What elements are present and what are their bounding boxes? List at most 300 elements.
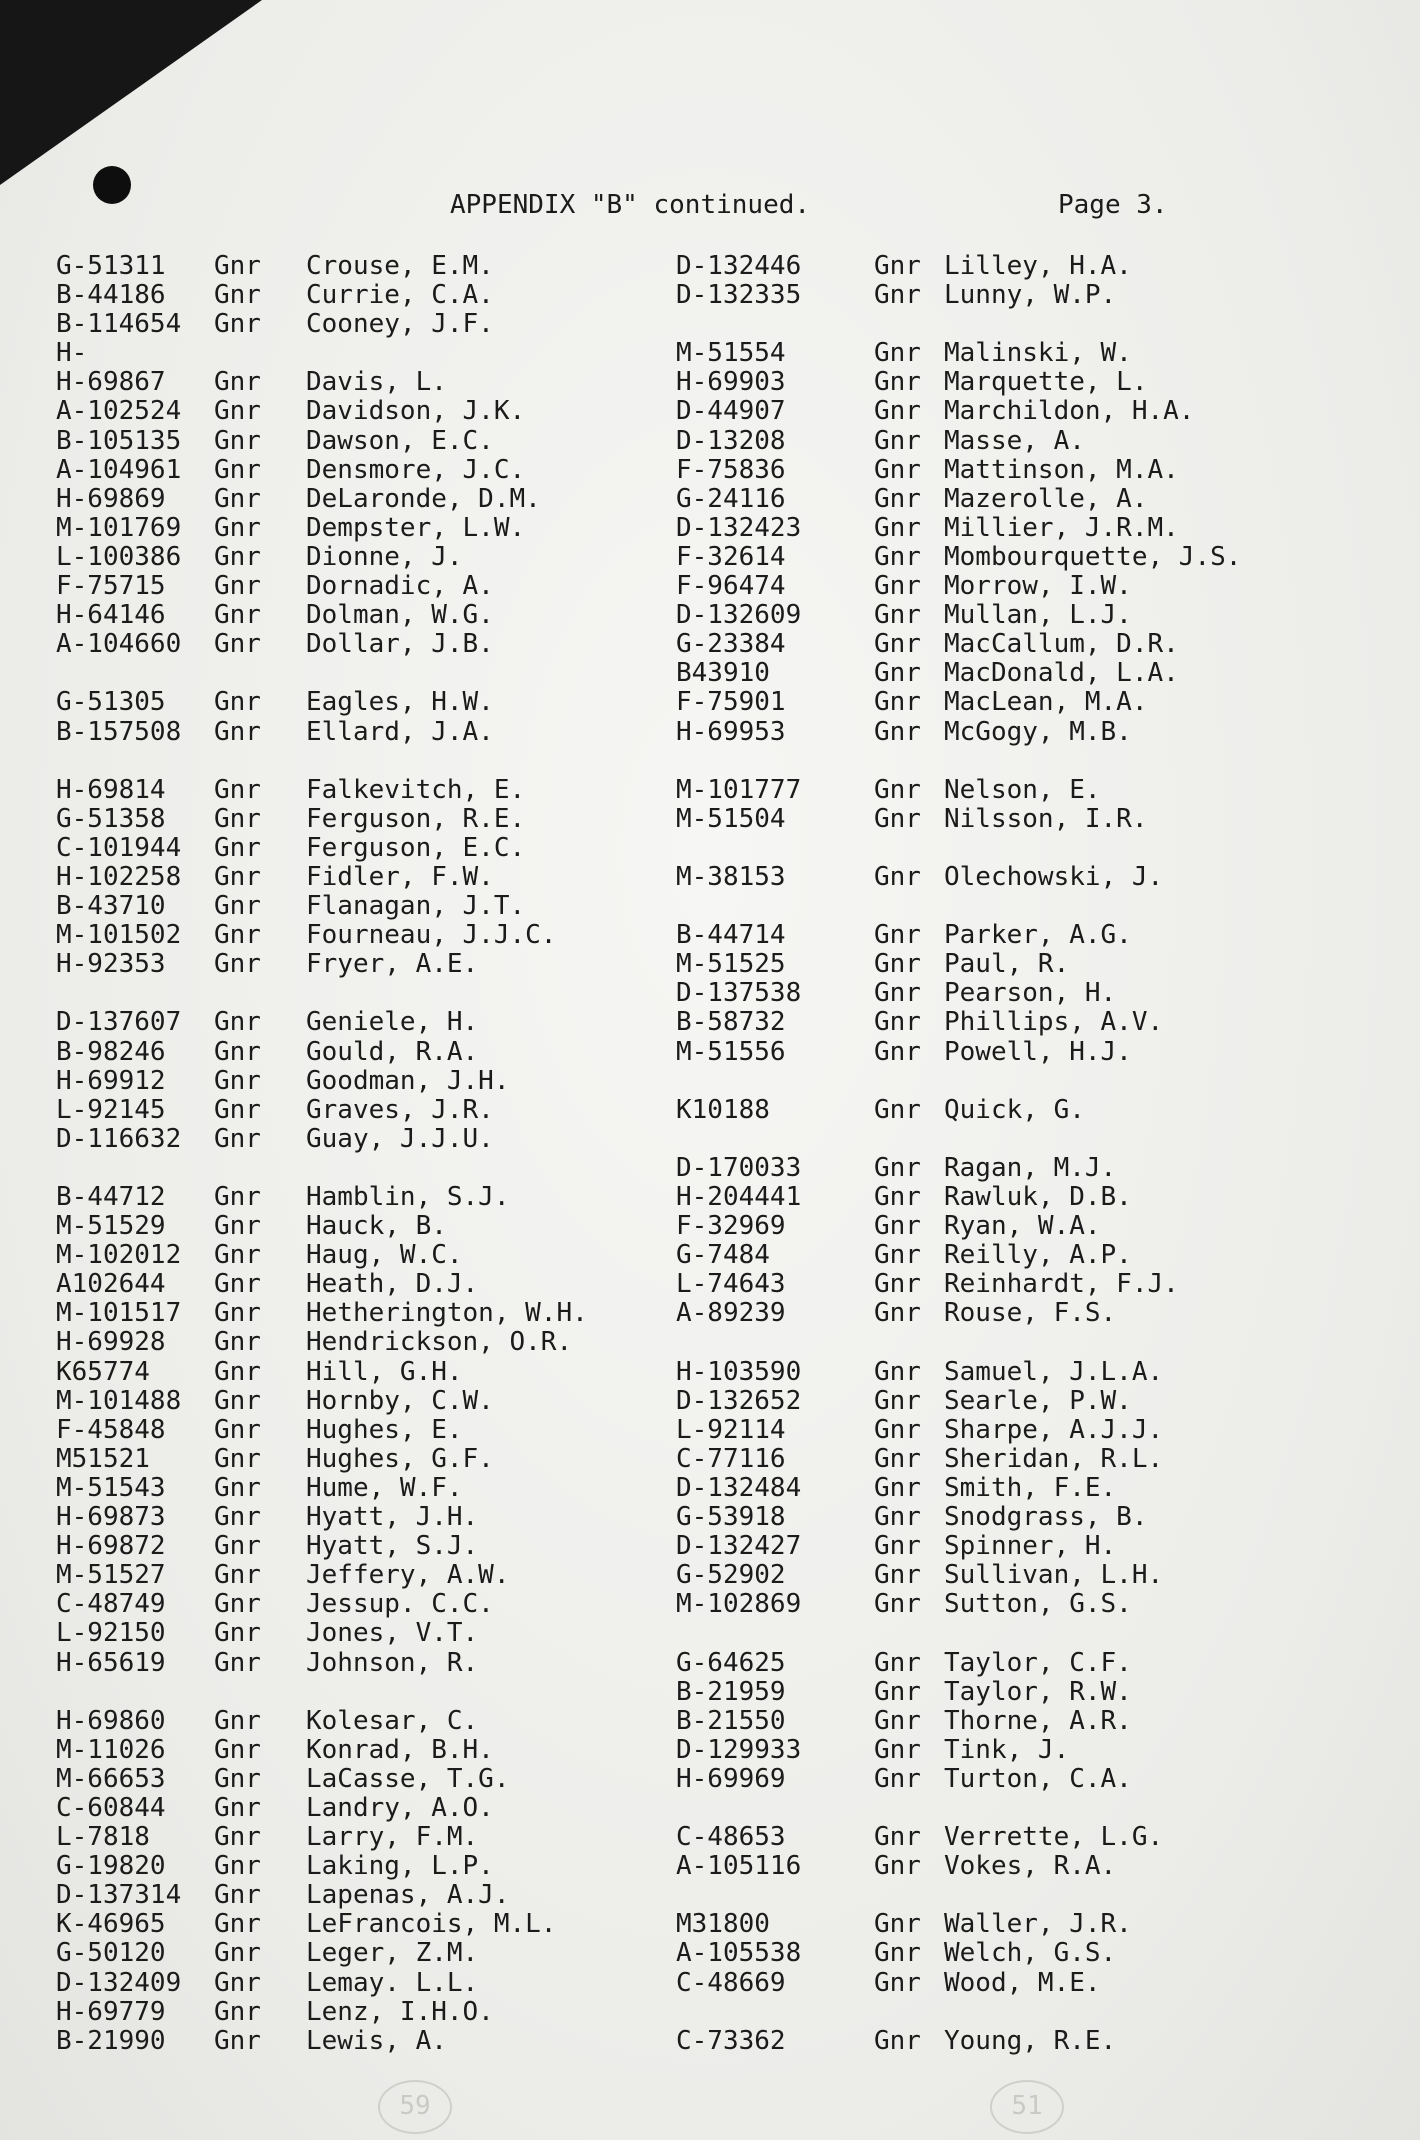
soldier-name: Paul, R. xyxy=(944,949,1070,980)
soldier-name: Fourneau, J.J.C. xyxy=(306,920,557,951)
soldier-name: Flanagan, J.T. xyxy=(306,891,526,922)
service-number: M-51554 xyxy=(676,338,786,369)
service-number: B-21990 xyxy=(56,2025,166,2056)
roster-row xyxy=(676,397,1316,426)
service-number: M-51504 xyxy=(676,803,786,834)
rank: Gnr xyxy=(214,1094,261,1125)
service-number: G-23384 xyxy=(676,629,786,660)
soldier-name: Marchildon, H.A. xyxy=(944,396,1195,427)
soldier-name: Thorne, A.R. xyxy=(944,1705,1132,1736)
roster-row xyxy=(676,950,1316,979)
soldier-name: Pearson, H. xyxy=(944,978,1117,1009)
service-number: F-45848 xyxy=(56,1414,166,1445)
service-number: H-92353 xyxy=(56,949,166,980)
roster-row xyxy=(56,1299,696,1328)
roster-row xyxy=(56,630,696,659)
service-number: H-204441 xyxy=(676,1182,802,1212)
service-number: G-51305 xyxy=(56,687,166,718)
rank: Gnr xyxy=(214,1007,261,1038)
roster-row xyxy=(56,281,696,310)
soldier-name: Dempster, L.W. xyxy=(306,512,526,543)
soldier-name: Mattinson, M.A. xyxy=(944,454,1179,485)
soldier-name: Hendrickson, O.R. xyxy=(306,1327,573,1358)
soldier-name: Konrad, B.H. xyxy=(306,1734,494,1765)
rank: Gnr xyxy=(214,1502,261,1533)
service-number: M-101517 xyxy=(56,1298,182,1329)
service-number: D-13208 xyxy=(676,425,786,456)
rank: Gnr xyxy=(214,861,261,892)
service-number: A-104961 xyxy=(56,454,182,485)
roster-row xyxy=(676,1038,1316,1067)
soldier-name: Sheridan, R.L. xyxy=(944,1443,1164,1474)
soldier-name: Hughes, G.F. xyxy=(306,1443,494,1474)
service-number: G-7484 xyxy=(676,1240,770,1271)
roster-row xyxy=(676,543,1316,572)
rank: Gnr xyxy=(874,1822,921,1853)
soldier-name: Hyatt, J.H. xyxy=(306,1502,479,1533)
service-number: M-101769 xyxy=(56,512,182,543)
soldier-name: Lemay. L.L. xyxy=(306,1967,479,1998)
roster-row xyxy=(676,1299,1316,1328)
service-number: H-69928 xyxy=(56,1327,166,1358)
roster-row xyxy=(56,805,696,834)
service-number: F-32614 xyxy=(676,541,786,572)
service-number: M-51556 xyxy=(676,1036,786,1067)
appendix-title: APPENDIX "B" continued. xyxy=(450,190,811,220)
service-number: H-69953 xyxy=(676,716,786,747)
rank: Gnr xyxy=(214,832,261,863)
rank: Gnr xyxy=(214,1065,261,1096)
soldier-name: Powell, H.J. xyxy=(944,1036,1132,1067)
service-number: H-69969 xyxy=(676,1763,786,1794)
service-number: D-116632 xyxy=(56,1123,182,1154)
rank: Gnr xyxy=(214,1822,261,1853)
soldier-name: Morrow, I.W. xyxy=(944,571,1132,602)
service-number: H-69869 xyxy=(56,483,166,514)
service-number: L-92150 xyxy=(56,1618,166,1649)
roster-row xyxy=(676,1590,1316,1619)
roster-row xyxy=(56,456,696,485)
soldier-name: Lenz, I.H.O. xyxy=(306,1996,494,2027)
service-number: D-132409 xyxy=(56,1967,182,1998)
roster-row xyxy=(676,1183,1316,1212)
service-number: K65774 xyxy=(56,1356,150,1387)
service-number: B-44714 xyxy=(676,920,786,951)
service-number: D-170033 xyxy=(676,1152,802,1183)
service-number: G-64625 xyxy=(676,1647,786,1678)
rank: Gnr xyxy=(214,309,261,340)
service-number: A-104660 xyxy=(56,629,182,660)
service-number: M-101777 xyxy=(676,774,802,805)
roster-row xyxy=(56,1939,696,1968)
roster-row xyxy=(676,2027,1316,2056)
roster-row xyxy=(676,1881,1316,1910)
roster-row xyxy=(56,1590,696,1619)
roster-row xyxy=(56,1067,696,1096)
rank: Gnr xyxy=(214,483,261,514)
soldier-name: Mullan, L.J. xyxy=(944,600,1132,631)
rank: Gnr xyxy=(214,1851,261,1882)
roster-row xyxy=(56,688,696,717)
rank: Gnr xyxy=(214,629,261,660)
rank: Gnr xyxy=(214,1211,261,1242)
soldier-name: Reilly, A.P. xyxy=(944,1240,1132,1271)
rank: Gnr xyxy=(874,1909,921,1940)
roster-row xyxy=(56,1328,696,1357)
rank: Gnr xyxy=(214,1763,261,1794)
roster-row xyxy=(676,747,1316,776)
service-number: D-44907 xyxy=(676,396,786,427)
soldier-name: Jones, V.T. xyxy=(306,1618,479,1649)
soldier-name: LaCasse, T.G. xyxy=(306,1763,510,1794)
roster-row xyxy=(56,1358,696,1387)
service-number: H-64146 xyxy=(56,600,166,631)
roster-row xyxy=(676,979,1316,1008)
rank: Gnr xyxy=(214,1880,261,1911)
roster-row xyxy=(56,310,696,339)
roster-row xyxy=(56,1910,696,1939)
roster-row xyxy=(676,921,1316,950)
soldier-name: DeLaronde, D.M. xyxy=(306,483,541,514)
soldier-name: Davidson, J.K. xyxy=(306,396,526,427)
rank: Gnr xyxy=(214,1647,261,1678)
service-number: M-38153 xyxy=(676,861,786,892)
soldier-name: Ferguson, R.E. xyxy=(306,803,526,834)
rank: Gnr xyxy=(874,1705,921,1736)
roster-row xyxy=(56,1503,696,1532)
rank: Gnr xyxy=(214,803,261,834)
service-number: M-51527 xyxy=(56,1560,166,1591)
roster-row xyxy=(676,1678,1316,1707)
rank: Gnr xyxy=(874,1414,921,1445)
soldier-name: Eagles, H.W. xyxy=(306,687,494,718)
roster-row xyxy=(676,310,1316,339)
service-number: C-48669 xyxy=(676,1967,786,1998)
service-number: M-102869 xyxy=(676,1589,802,1620)
soldier-name: MacDonald, L.A. xyxy=(944,658,1179,689)
roster-row xyxy=(56,1969,696,1998)
soldier-name: Vokes, R.A. xyxy=(944,1851,1117,1882)
roster-row xyxy=(676,514,1316,543)
roster-row xyxy=(676,1445,1316,1474)
rank: Gnr xyxy=(214,512,261,543)
roster-row xyxy=(676,1707,1316,1736)
soldier-name: Mazerolle, A. xyxy=(944,483,1148,514)
roster-row xyxy=(676,339,1316,368)
rank: Gnr xyxy=(874,658,921,689)
rank: Gnr xyxy=(874,571,921,602)
roster-row xyxy=(676,776,1316,805)
roster-row xyxy=(56,1852,696,1881)
rank: Gnr xyxy=(874,1298,921,1329)
service-number: B43910 xyxy=(676,658,770,689)
service-number: A-89239 xyxy=(676,1298,786,1329)
roster-row xyxy=(676,1067,1316,1096)
rank: Gnr xyxy=(874,1502,921,1533)
rank: Gnr xyxy=(214,425,261,456)
soldier-name: Turton, C.A. xyxy=(944,1763,1132,1794)
roster-row xyxy=(676,1503,1316,1532)
rank: Gnr xyxy=(214,920,261,951)
roster-row xyxy=(676,1154,1316,1183)
rank: Gnr xyxy=(874,629,921,660)
roster-row xyxy=(676,1794,1316,1823)
rank: Gnr xyxy=(214,949,261,980)
roster-row xyxy=(56,368,696,397)
service-number: D-129933 xyxy=(676,1734,802,1765)
roster-row xyxy=(676,1998,1316,2027)
soldier-name: Lunny, W.P. xyxy=(944,280,1117,311)
roster-row xyxy=(56,834,696,863)
roster-row xyxy=(676,572,1316,601)
soldier-name: Dornadic, A. xyxy=(306,571,494,602)
soldier-name: Dawson, E.C. xyxy=(306,425,494,456)
service-number: H-69872 xyxy=(56,1531,166,1562)
roster-row xyxy=(56,1532,696,1561)
soldier-name: Lewis, A. xyxy=(306,2025,447,2056)
service-number: M-51529 xyxy=(56,1211,166,1242)
roster-row xyxy=(56,339,696,368)
roster-row xyxy=(56,1212,696,1241)
rank: Gnr xyxy=(214,1909,261,1940)
roster-row xyxy=(56,892,696,921)
service-number: F-75715 xyxy=(56,571,166,602)
roster-row xyxy=(56,1387,696,1416)
soldier-name: Hill, G.H. xyxy=(306,1356,463,1387)
service-number: H- xyxy=(56,338,88,369)
service-number: F-75836 xyxy=(676,454,786,485)
soldier-name: Jeffery, A.W. xyxy=(306,1560,510,1591)
service-number: G-50120 xyxy=(56,1938,166,1969)
roster-row xyxy=(676,718,1316,747)
soldier-name: Haug, W.C. xyxy=(306,1240,463,1271)
service-number: G-51358 xyxy=(56,803,166,834)
rank: Gnr xyxy=(214,1443,261,1474)
service-number: B-114654 xyxy=(56,309,182,340)
soldier-name: Nilsson, I.R. xyxy=(944,803,1148,834)
roster-row xyxy=(676,252,1316,281)
rank: Gnr xyxy=(874,861,921,892)
rank: Gnr xyxy=(874,1240,921,1271)
soldier-name: Lapenas, A.J. xyxy=(306,1880,510,1911)
roster-row xyxy=(676,1270,1316,1299)
service-number: M-66653 xyxy=(56,1763,166,1794)
roster-row xyxy=(56,1736,696,1765)
roster-row xyxy=(56,1008,696,1037)
roster-row xyxy=(676,1736,1316,1765)
rank: Gnr xyxy=(214,1560,261,1591)
roster-row xyxy=(56,776,696,805)
roster-row xyxy=(56,1649,696,1678)
service-number: H-69873 xyxy=(56,1502,166,1533)
soldier-name: Nelson, E. xyxy=(944,774,1101,805)
soldier-name: Hyatt, S.J. xyxy=(306,1531,479,1562)
roster-row xyxy=(56,572,696,601)
roster-row xyxy=(56,1619,696,1648)
roster-row xyxy=(56,1445,696,1474)
roster-row xyxy=(56,1096,696,1125)
roster-row xyxy=(676,601,1316,630)
rank: Gnr xyxy=(214,280,261,311)
service-number: D-132609 xyxy=(676,600,802,631)
soldier-name: Hetherington, W.H. xyxy=(306,1298,588,1329)
soldier-name: Kolesar, C. xyxy=(306,1705,479,1736)
soldier-name: Searle, P.W. xyxy=(944,1385,1132,1416)
rank: Gnr xyxy=(874,541,921,572)
rank: Gnr xyxy=(214,571,261,602)
service-number: M-51543 xyxy=(56,1472,166,1503)
roster-row xyxy=(56,1823,696,1852)
rank: Gnr xyxy=(214,1182,261,1212)
roster-row xyxy=(676,1416,1316,1445)
rank: Gnr xyxy=(214,2025,261,2056)
roster-row xyxy=(676,1532,1316,1561)
soldier-name: Hauck, B. xyxy=(306,1211,447,1242)
soldier-name: Smith, F.E. xyxy=(944,1472,1117,1503)
service-number: M-101502 xyxy=(56,920,182,951)
roster-row xyxy=(56,1998,696,2027)
rank: Gnr xyxy=(874,1531,921,1562)
rank: Gnr xyxy=(874,1007,921,1038)
rank: Gnr xyxy=(874,1647,921,1678)
roster-row xyxy=(676,630,1316,659)
soldier-name: Fryer, A.E. xyxy=(306,949,479,980)
roster-row xyxy=(676,1241,1316,1270)
service-number: H-69860 xyxy=(56,1705,166,1736)
roster-row xyxy=(676,427,1316,456)
roster-row xyxy=(676,1096,1316,1125)
roster-row xyxy=(676,805,1316,834)
soldier-name: Jessup. C.C. xyxy=(306,1589,494,1620)
service-number: G-19820 xyxy=(56,1851,166,1882)
faint-stamp-left: 59 xyxy=(378,2080,452,2134)
soldier-name: Ryan, W.A. xyxy=(944,1211,1101,1242)
service-number: B-157508 xyxy=(56,716,182,747)
rank: Gnr xyxy=(874,396,921,427)
roster-row xyxy=(676,1561,1316,1590)
roster-row xyxy=(676,688,1316,717)
rank: Gnr xyxy=(874,1094,921,1125)
service-number: C-77116 xyxy=(676,1443,786,1474)
faint-stamp-right: 51 xyxy=(990,2080,1064,2134)
soldier-name: Larry, F.M. xyxy=(306,1822,479,1853)
service-number: K-46965 xyxy=(56,1909,166,1940)
service-number: B-58732 xyxy=(676,1007,786,1038)
service-number: A-105538 xyxy=(676,1938,802,1969)
rank: Gnr xyxy=(874,338,921,369)
soldier-name: Parker, A.G. xyxy=(944,920,1132,951)
soldier-name: Phillips, A.V. xyxy=(944,1007,1164,1038)
soldier-name: Dionne, J. xyxy=(306,541,463,572)
roster-row xyxy=(56,514,696,543)
soldier-name: Gould, R.A. xyxy=(306,1036,479,1067)
rank: Gnr xyxy=(874,251,921,281)
soldier-name: Young, R.E. xyxy=(944,2025,1117,2056)
rank: Gnr xyxy=(874,600,921,631)
rank: Gnr xyxy=(214,367,261,398)
service-number: C-48653 xyxy=(676,1822,786,1853)
soldier-name: Landry, A.O. xyxy=(306,1792,494,1823)
service-number: B-44712 xyxy=(56,1182,166,1212)
roster-row xyxy=(676,1358,1316,1387)
soldier-name: Taylor, R.W. xyxy=(944,1676,1132,1707)
soldier-name: Dolman, W.G. xyxy=(306,600,494,631)
service-number: G-24116 xyxy=(676,483,786,514)
roster-row xyxy=(676,1474,1316,1503)
roster-row xyxy=(56,863,696,892)
roster-row xyxy=(56,1881,696,1910)
rank: Gnr xyxy=(874,1356,921,1387)
soldier-name: Welch, G.S. xyxy=(944,1938,1117,1969)
rank: Gnr xyxy=(874,1967,921,1998)
rank: Gnr xyxy=(874,367,921,398)
roster-row xyxy=(56,747,696,776)
roster-row xyxy=(676,1649,1316,1678)
rank: Gnr xyxy=(874,1472,921,1503)
roster-row xyxy=(56,1474,696,1503)
rank: Gnr xyxy=(214,1356,261,1387)
soldier-name: Guay, J.J.U. xyxy=(306,1123,494,1154)
rank: Gnr xyxy=(214,891,261,922)
soldier-name: Reinhardt, F.J. xyxy=(944,1269,1179,1300)
service-number: G-53918 xyxy=(676,1502,786,1533)
service-number: D-132427 xyxy=(676,1531,802,1562)
service-number: D-137538 xyxy=(676,978,802,1009)
left-roster-column xyxy=(56,252,696,2056)
rank: Gnr xyxy=(874,1560,921,1591)
service-number: L-100386 xyxy=(56,541,182,572)
rank: Gnr xyxy=(214,1472,261,1503)
roster-row xyxy=(56,1038,696,1067)
roster-row xyxy=(676,368,1316,397)
soldier-name: Sutton, G.S. xyxy=(944,1589,1132,1620)
soldier-name: Snodgrass, B. xyxy=(944,1502,1148,1533)
rank: Gnr xyxy=(874,803,921,834)
roster-row xyxy=(676,1939,1316,1968)
roster-row xyxy=(56,1270,696,1299)
rank: Gnr xyxy=(874,774,921,805)
rank: Gnr xyxy=(874,1676,921,1707)
service-number: F-96474 xyxy=(676,571,786,602)
rank: Gnr xyxy=(874,483,921,514)
roster-row xyxy=(676,1852,1316,1881)
service-number: D-137314 xyxy=(56,1880,182,1911)
rank: Gnr xyxy=(214,1618,261,1649)
rank: Gnr xyxy=(214,716,261,747)
rank: Gnr xyxy=(214,1531,261,1562)
service-number: G-51311 xyxy=(56,251,166,281)
soldier-name: Hume, W.F. xyxy=(306,1472,463,1503)
rank: Gnr xyxy=(214,1327,261,1358)
rank: Gnr xyxy=(214,1269,261,1300)
soldier-name: Hornby, C.W. xyxy=(306,1385,494,1416)
rank: Gnr xyxy=(874,1182,921,1212)
rank: Gnr xyxy=(214,1036,261,1067)
rank: Gnr xyxy=(214,600,261,631)
roster-row xyxy=(56,1678,696,1707)
rank: Gnr xyxy=(874,1938,921,1969)
soldier-name: LeFrancois, M.L. xyxy=(306,1909,557,1940)
soldier-name: Sharpe, A.J.J. xyxy=(944,1414,1164,1445)
roster-row xyxy=(56,397,696,426)
soldier-name: Tink, J. xyxy=(944,1734,1070,1765)
service-number: B-43710 xyxy=(56,891,166,922)
rank: Gnr xyxy=(874,687,921,718)
roster-row xyxy=(56,485,696,514)
soldier-name: Rouse, F.S. xyxy=(944,1298,1117,1329)
rank: Gnr xyxy=(874,280,921,311)
rank: Gnr xyxy=(214,1996,261,2027)
